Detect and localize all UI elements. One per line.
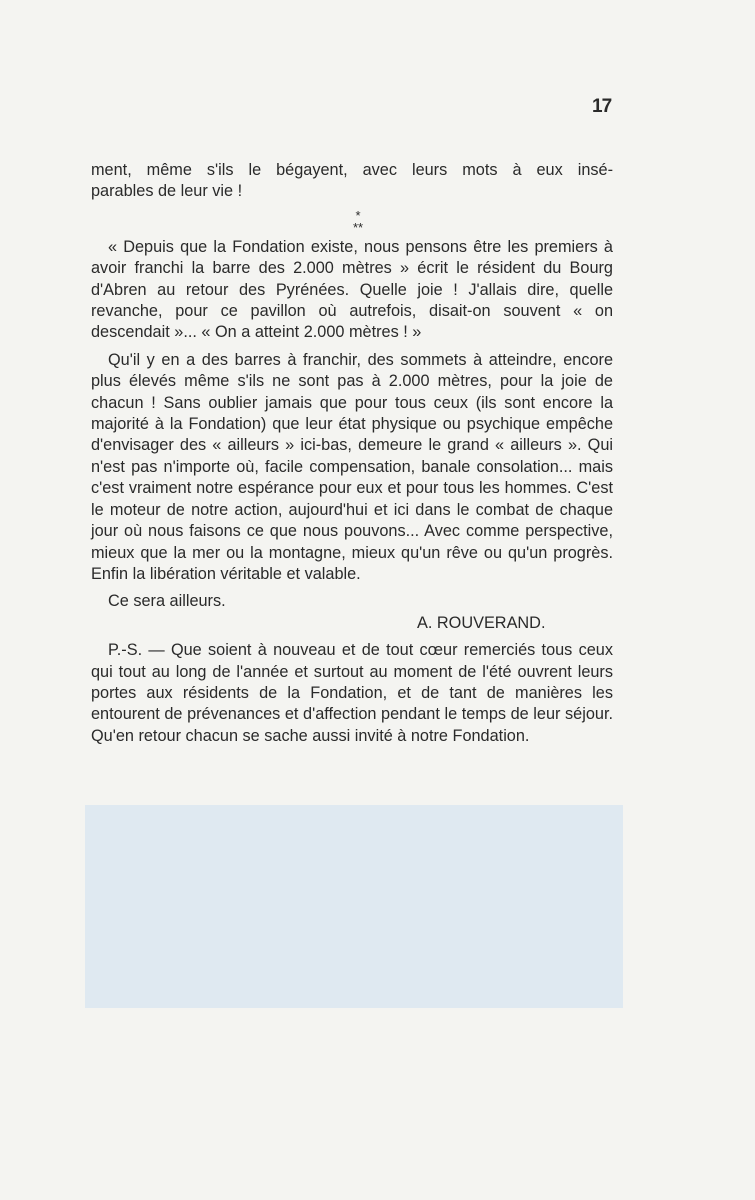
- blue-rectangle: [85, 805, 623, 1008]
- intro-line-2: parables de leur vie !: [91, 182, 243, 201]
- article-body: [91, 160, 613, 747]
- intro-line-1: ment, même s'ils le bégayent, avec leurs mots à eux insé-: [91, 161, 613, 179]
- paragraph-quote: « Depuis que la Fondation existe, nous pensons être les premiers à avoir franchi la barre des 2.000 mètres » écrit le résident du Bourg d'Abren au retour des Pyrénées. Quelle joie ! J'allais dire, quelle revanche, pour ce pavillon où autrefois, disait-on souvent « on descendait »... « On a atteint 2.000 mètres ! »: [91, 237, 613, 342]
- postscript: P.-S. — Que soient à nouveau et de tout cœur remerciés tous ceux qui tout au long de l'année et surtout au moment de l'été ouvrent leurs portes aux résidents de la Fondation, et de tant de manières les entourent de prévenances et d'affection pendant le temps de leur séjour. Qu'en retour chacun se sache aussi invité à notre Fondation.: [91, 641, 613, 745]
- closing-line: Ce sera ailleurs.: [108, 592, 226, 611]
- page-number: 17: [592, 96, 612, 117]
- asterism-bottom: **: [352, 219, 364, 235]
- paragraph-main: Qu'il y en a des barres à franchir, des sommets à atteindre, encore plus élevés même s'ils ne sont pas à 2.000 mètres, pour la joie de chacun ! Sans oublier jamais que pour tous ceux (ils sont encore la majorité à la Fondation) que leur état physique ou psychique empêche d'envisager des « ailleurs » ici-bas, demeure le grand « ailleurs ». Qui n'est pas n'importe où, facile compensation, banale consolation... mais c'est vraiment notre espérance pour eux et pour tous les hommes. C'est le moteur de notre action, aujourd'hui et ici dans le combat de chaque jour où nous faisons ce que nous pouvons... Avec comme perspective, mieux que la mer ou la montagne, mieux qu'un rêve ou qu'un progrès. Enfin la libération véritable et valable.: [91, 350, 613, 583]
- signature: A. ROUVERAND.: [417, 613, 546, 632]
- asterism-top: *: [355, 207, 361, 223]
- asterism-divider: [103, 203, 613, 237]
